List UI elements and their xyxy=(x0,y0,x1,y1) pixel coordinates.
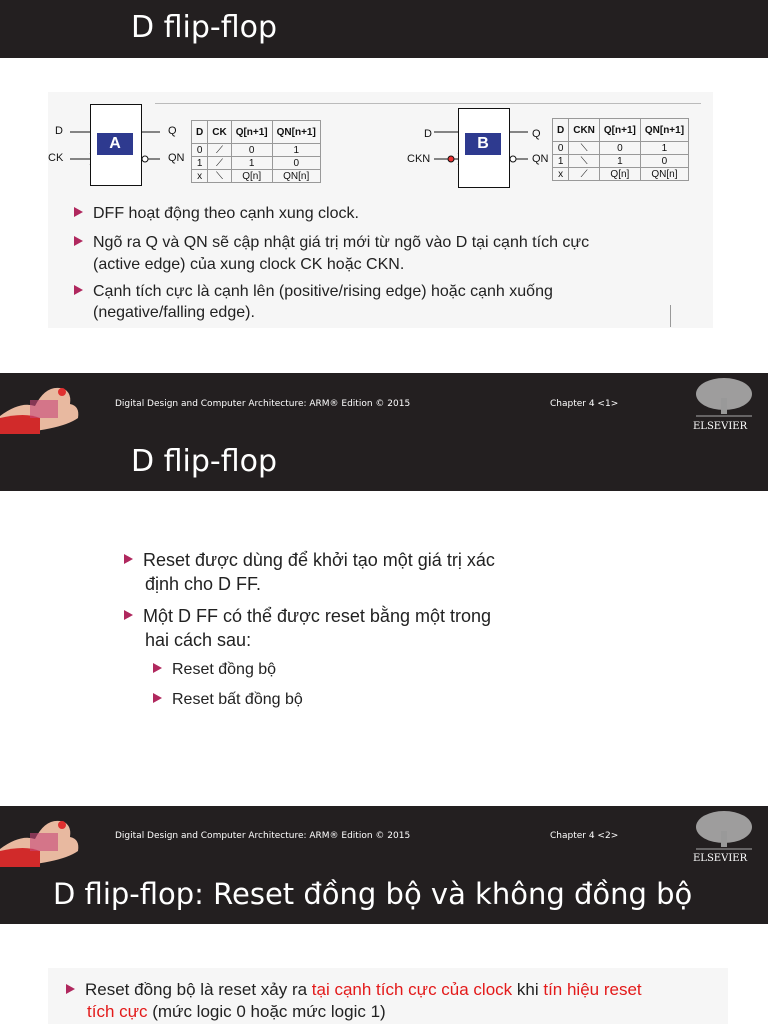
table-cell: 0 xyxy=(272,157,320,170)
table-cell: 1 xyxy=(192,157,208,170)
table-cell: 1 xyxy=(599,155,640,168)
table-a-header: QN[n+1] xyxy=(272,121,320,144)
table-cell: 0 xyxy=(599,142,640,155)
elsevier-tree-logo xyxy=(692,376,756,418)
table-cell: x xyxy=(192,170,208,183)
flipflop-a-pin-ck: CK xyxy=(48,152,64,164)
slide1-bullet: Ngõ ra Q và QN sẽ cập nhật giá trị mới từ ngõ vào D tại cạnh tích cực xyxy=(74,234,589,252)
slide1-footer-book: Digital Design and Computer Architecture: ARM® Edition © 2015 xyxy=(115,399,411,409)
slide1-footer-publisher: ELSEVIER xyxy=(693,421,748,432)
rising-edge-icon: ⟋ xyxy=(569,168,600,181)
slide2-footer-book: Digital Design and Computer Architecture: ARM® Edition © 2015 xyxy=(115,831,411,841)
flipflop-b-label: B xyxy=(465,133,501,155)
slide3-bullet-cont: tích cực (mức logic 0 hoặc mức logic 1) xyxy=(87,1002,386,1021)
arm-mascot-logo xyxy=(0,376,90,434)
table-row xyxy=(553,168,689,181)
slide1-footer-chapter: Chapter 4 <1> xyxy=(550,399,619,409)
slide1-bullet: Cạnh tích cực là cạnh lên (positive/rising edge) hoặc cạnh xuống xyxy=(74,283,553,301)
table-cell: 1 xyxy=(553,155,569,168)
flipflop-b-pin-q: Q xyxy=(532,128,541,140)
table-cell: 1 xyxy=(272,144,320,157)
table-cell: Q[n] xyxy=(231,170,272,183)
bullet-triangle-icon xyxy=(74,236,83,246)
slide2-bullet-cont: hai cách sau: xyxy=(145,630,252,650)
table-cell: 0 xyxy=(231,144,272,157)
flipflop-a-label: A xyxy=(97,133,133,155)
table-b-header: QN[n+1] xyxy=(640,119,688,142)
table-cell: Q[n] xyxy=(599,168,640,181)
rising-edge-icon: ⟋ xyxy=(208,144,231,157)
table-cell: 0 xyxy=(640,155,688,168)
truth-table-b xyxy=(552,118,689,181)
slide1-top-rule xyxy=(155,103,701,104)
slide2-sub-bullet: Reset đồng bộ xyxy=(153,661,276,679)
bullet-triangle-icon xyxy=(153,693,162,703)
table-cell: 1 xyxy=(640,142,688,155)
flipflop-b-pin-qn: QN xyxy=(532,153,549,165)
flipflop-a-pin-d: D xyxy=(55,125,63,137)
slide3-title: D flip-flop: Reset đồng bộ và không đồng bộ xyxy=(53,877,693,911)
slide2-title: D flip-flop xyxy=(131,444,278,479)
truth-table-a xyxy=(191,120,321,183)
table-b-header: D xyxy=(553,119,569,142)
rising-edge-icon: ⟋ xyxy=(208,157,231,170)
bullet-triangle-icon xyxy=(74,285,83,295)
table-cell: 0 xyxy=(192,144,208,157)
bullet-triangle-icon xyxy=(124,610,133,620)
slide1-title-bar xyxy=(0,0,768,58)
slide2-bullet-cont: định cho D FF. xyxy=(145,574,262,594)
bullet-triangle-icon xyxy=(74,207,83,217)
table-cell: 1 xyxy=(231,157,272,170)
falling-edge-icon: ⟍ xyxy=(569,142,600,155)
table-b-header: CKN xyxy=(569,119,600,142)
flipflop-a-pin-q: Q xyxy=(168,125,177,137)
table-row xyxy=(553,155,689,168)
slide1-title: D flip-flop xyxy=(131,10,278,45)
flipflop-a-pin-qn: QN xyxy=(168,152,185,164)
slide2-bullet: Một D FF có thể được reset bằng một trong xyxy=(124,606,491,627)
falling-edge-icon: ⟍ xyxy=(208,170,231,183)
slide2-footer-chapter: Chapter 4 <2> xyxy=(550,831,619,841)
slide3-bullet: Reset đồng bộ là reset xảy ra tại cạnh tích cực của clock khi tín hiệu reset xyxy=(66,980,642,1000)
slide1-footer xyxy=(0,373,768,491)
table-a-header: Q[n+1] xyxy=(231,121,272,144)
table-row xyxy=(192,144,321,157)
bullet-triangle-icon xyxy=(66,984,75,994)
table-row xyxy=(192,157,321,170)
table-cell: QN[n] xyxy=(640,168,688,181)
table-cell: x xyxy=(553,168,569,181)
flipflop-b-pin-d: D xyxy=(424,128,432,140)
table-cell: 0 xyxy=(553,142,569,155)
table-a-header: D xyxy=(192,121,208,144)
slide1-right-rule xyxy=(670,305,671,327)
falling-edge-icon: ⟍ xyxy=(569,155,600,168)
table-cell: QN[n] xyxy=(272,170,320,183)
slide2-footer-publisher: ELSEVIER xyxy=(693,853,748,864)
elsevier-tree-logo xyxy=(692,809,756,851)
table-row xyxy=(192,170,321,183)
bullet-triangle-icon xyxy=(124,554,133,564)
slide2-sub-bullet: Reset bất đồng bộ xyxy=(153,691,303,709)
bullet-triangle-icon xyxy=(153,663,162,673)
arm-mascot-logo xyxy=(0,809,90,867)
table-row xyxy=(553,142,689,155)
slide2-bullet: Reset được dùng để khởi tạo một giá trị xác xyxy=(124,550,495,571)
flipflop-b-pin-ckn: CKN xyxy=(407,153,431,165)
slide1-bullet-cont: (active edge) của xung clock CK hoặc CKN. xyxy=(93,256,405,273)
table-b-header: Q[n+1] xyxy=(599,119,640,142)
slide1-bullet: DFF hoạt động theo cạnh xung clock. xyxy=(74,205,359,223)
slide1-bullet-cont: (negative/falling edge). xyxy=(93,304,255,321)
table-a-header: CK xyxy=(208,121,231,144)
